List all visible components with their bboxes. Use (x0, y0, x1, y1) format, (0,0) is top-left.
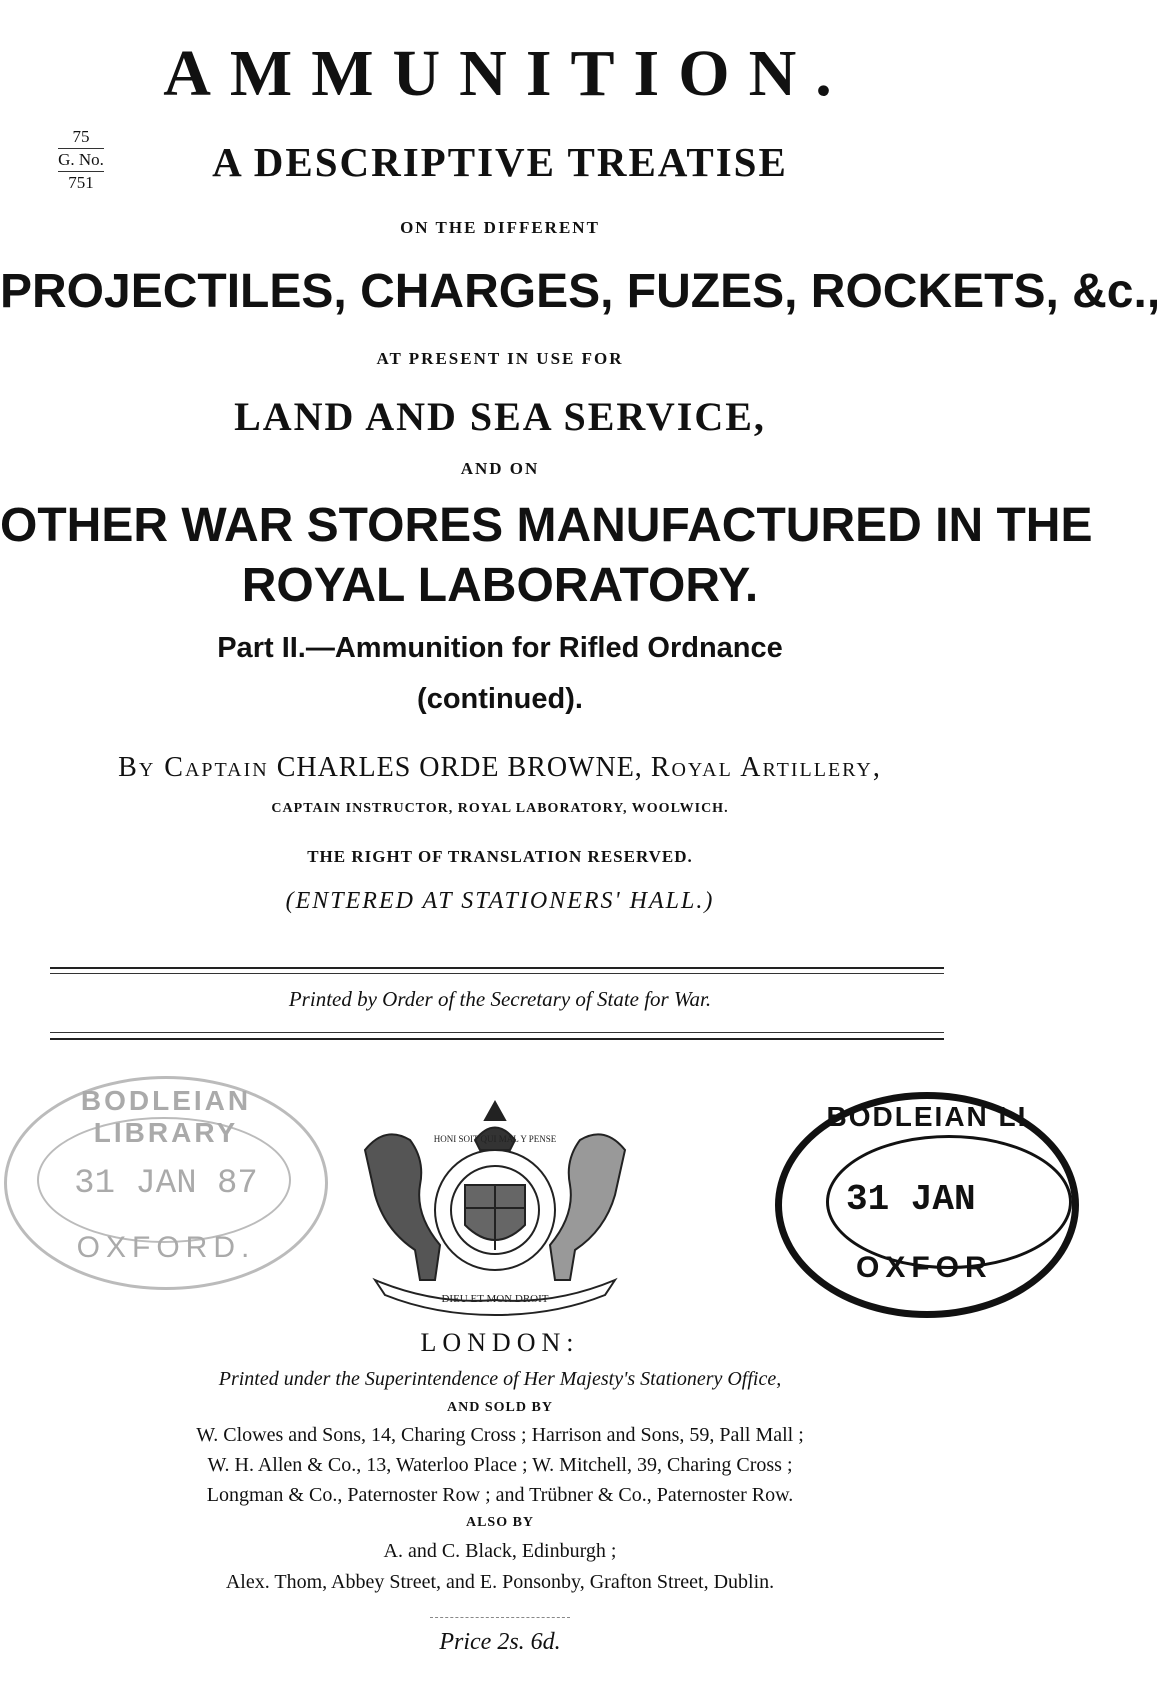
projectiles-line: PROJECTILES, CHARGES, FUZES, ROCKETS, &c., (0, 265, 1160, 318)
divider-top (50, 967, 944, 969)
royal-laboratory-line: ROYAL LABORATORY. (241, 559, 759, 612)
imprint-sellers-line-3: Longman & Co., Paternoster Row ; and Trübner & Co., Paternoster Row. (206, 1484, 794, 1506)
book-subtitle: A DESCRIPTIVE TREATISE (212, 139, 788, 185)
divider-top-thin (50, 973, 944, 974)
catalogue-middle: G. No. (58, 148, 104, 172)
imprint-sellers-line-2: W. H. Allen & Co., 13, Waterloo Place ; W. Mitchell, 39, Charing Cross ; (207, 1454, 793, 1476)
part-heading: Part II.—Ammunition for Rifled Ordnance (217, 632, 783, 664)
stamp-right-date: 31 JAN (846, 1179, 976, 1220)
author-name: CHARLES ORDE BROWNE, (276, 752, 643, 783)
entered-line: (ENTERED AT STATIONERS' HALL.) (285, 888, 715, 914)
book-title: AMMUNITION. (163, 37, 851, 110)
at-present-line: AT PRESENT IN USE FOR (376, 349, 624, 368)
library-stamp-left (4, 1076, 328, 1290)
stamp-right-city: OXFOR (856, 1251, 993, 1284)
imprint-sellers-line-1: W. Clowes and Sons, 14, Charing Cross ; Harrison and Sons, 59, Pall Mall ; (196, 1424, 804, 1446)
author-by: By Captain (118, 752, 269, 783)
imprint-sellers-line-4: A. and C. Black, Edinburgh ; (383, 1540, 617, 1562)
stamp-left-library: BODLEIAN LIBRARY (80, 1085, 252, 1148)
imprint-also-by: ALSO BY (465, 1515, 535, 1530)
price-separator (430, 1617, 570, 1618)
instructor-line: CAPTAIN INSTRUCTOR, ROYAL LABORATORY, WOOLWICH. (271, 801, 729, 816)
imprint-sellers-line-5: Alex. Thom, Abbey Street, and E. Ponsonby, Grafton Street, Dublin. (225, 1571, 775, 1593)
price: Price 2s. 6d. (439, 1629, 561, 1655)
land-sea-service: LAND AND SEA SERVICE, (234, 394, 766, 439)
on-the-different: ON THE DIFFERENT (400, 218, 600, 237)
royal-coat-of-arms (325, 1090, 665, 1310)
library-stamp-right (775, 1092, 1079, 1318)
rights-line: THE RIGHT OF TRANSLATION RESERVED. (307, 847, 693, 866)
and-on-line: AND ON (460, 459, 540, 478)
author-line (0, 752, 1000, 784)
garter-motto: HONI SOIT QUI MAL Y PENSE (433, 1134, 557, 1144)
imprint-sold-by: AND SOLD BY (447, 1400, 553, 1415)
other-war-stores-line: OTHER WAR STORES MANUFACTURED IN THE (0, 499, 1093, 552)
royal-motto: DIEU ET MON DROIT (441, 1293, 549, 1305)
imprint-printed-under: Printed under the Superintendence of Her Majesty's Stationery Office, (218, 1368, 782, 1390)
imprint-city: LONDON: (420, 1328, 580, 1357)
author-affiliation: Royal Artillery, (650, 752, 882, 783)
stamp-left-city: OXFORD. (76, 1231, 256, 1264)
divider-bottom (50, 1038, 944, 1040)
catalogue-top: 75 (72, 127, 90, 146)
stamp-left-date: 31 JAN 87 (74, 1165, 258, 1203)
divider-bottom-thin (50, 1032, 944, 1033)
catalogue-bottom: 751 (68, 173, 94, 192)
stamp-right-library: BODLEIAN LI (826, 1101, 1028, 1132)
printed-by-order: Printed by Order of the Secretary of State for War. (288, 987, 712, 1011)
continued-label: (continued). (417, 683, 583, 715)
